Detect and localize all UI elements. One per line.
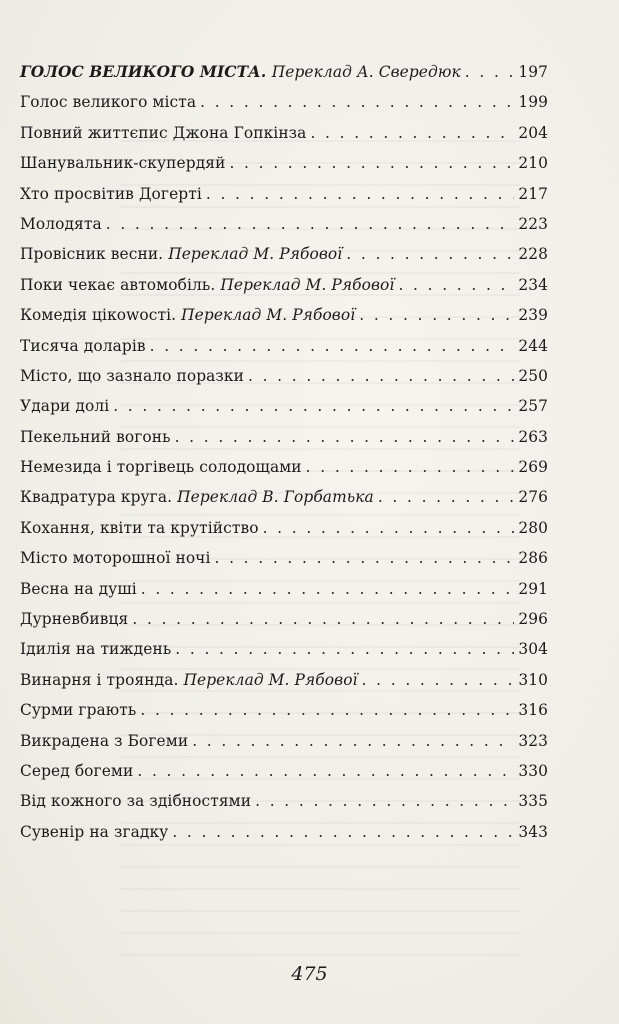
toc-entry-title: Удари долі bbox=[20, 397, 110, 416]
leader-dots bbox=[229, 148, 514, 178]
toc-entry-page: 234 bbox=[518, 275, 548, 294]
leader-dots bbox=[175, 634, 514, 664]
leader-dots bbox=[362, 665, 515, 695]
leader-dots bbox=[172, 817, 514, 847]
leader-dots bbox=[310, 118, 514, 148]
toc-entry-title: Місто моторошної ночі bbox=[20, 549, 211, 568]
toc-entry-1 bbox=[20, 87, 548, 117]
toc-entry-6 bbox=[20, 239, 548, 269]
leader-dots bbox=[141, 574, 515, 604]
toc-entry-page: 323 bbox=[518, 731, 548, 750]
toc-entry-page: 330 bbox=[518, 761, 548, 780]
toc-entry-5 bbox=[20, 209, 548, 239]
leader-dots bbox=[346, 239, 514, 269]
toc-entry-title-text: Провісник весни. bbox=[20, 245, 164, 264]
toc-entry-25 bbox=[20, 817, 548, 847]
toc-entry-title-text: Комедія цікowості. bbox=[20, 306, 177, 325]
leader-dots bbox=[214, 543, 514, 573]
toc-entry-title bbox=[20, 300, 355, 330]
toc-entry-translator: Переклад М. Рябової bbox=[220, 275, 395, 294]
toc-entry-page: 228 bbox=[518, 245, 548, 264]
page-number: 475 bbox=[291, 963, 328, 985]
toc-entry-title: Дурневбивця bbox=[20, 610, 129, 629]
toc-entry-title: Сурми грають bbox=[20, 701, 137, 720]
leader-dots bbox=[192, 726, 514, 756]
leader-dots bbox=[140, 695, 514, 725]
toc-entry-page: 197 bbox=[518, 63, 548, 81]
toc-entry-title: Шанувальник-скупердяй bbox=[20, 154, 226, 173]
toc-entry-title: Пекельний вогонь bbox=[20, 427, 171, 446]
toc-entry-0 bbox=[20, 57, 548, 87]
toc-entry-page: 291 bbox=[518, 579, 548, 598]
leader-dots bbox=[150, 331, 515, 361]
toc-entry-21 bbox=[20, 695, 548, 725]
toc-entry-page: 217 bbox=[518, 184, 548, 203]
toc-entry-title-text: ГОЛОС ВЕЛИКОГО МІСТА. bbox=[20, 63, 267, 81]
toc-entry-title bbox=[20, 482, 374, 512]
toc-entry-22 bbox=[20, 726, 548, 756]
toc-entry-page: 343 bbox=[518, 822, 548, 841]
toc-entry-page: 204 bbox=[518, 123, 548, 142]
toc-entry-19 bbox=[20, 634, 548, 664]
toc-entry-23 bbox=[20, 756, 548, 786]
toc-entry-translator: Переклад М. Рябової bbox=[183, 670, 358, 689]
toc-entry-page: 263 bbox=[518, 427, 548, 446]
toc-entry-page: 223 bbox=[518, 214, 548, 233]
toc-entry-translator: Переклад А. Свередюк bbox=[271, 63, 461, 81]
toc-entry-title: Сувенір на згадку bbox=[20, 822, 169, 841]
toc-entry-10 bbox=[20, 361, 548, 391]
toc-entry-title bbox=[20, 270, 394, 300]
toc-entry-4 bbox=[20, 179, 548, 209]
toc-entry-title: Молодята bbox=[20, 214, 102, 233]
toc-entry-16 bbox=[20, 543, 548, 573]
toc-entry-title: Голос великого міста bbox=[20, 93, 197, 112]
toc-entry-title: Кохання, квіти та крутійство bbox=[20, 518, 259, 537]
toc-entry-14 bbox=[20, 482, 548, 512]
toc-entry-page: 276 bbox=[518, 488, 548, 507]
toc-entry-title-text: Винарня і троянда. bbox=[20, 670, 179, 689]
toc-entry-page: 257 bbox=[518, 397, 548, 416]
toc-entry-page: 250 bbox=[518, 366, 548, 385]
toc-entry-title bbox=[20, 57, 461, 87]
toc-entry-page: 244 bbox=[518, 336, 548, 355]
toc-entry-title: Серед богеми bbox=[20, 761, 134, 780]
toc-entry-page: 199 bbox=[518, 93, 548, 112]
toc-entry-17 bbox=[20, 574, 548, 604]
toc-entry-translator: Переклад В. Горбатька bbox=[177, 488, 374, 507]
toc-entry-2 bbox=[20, 118, 548, 148]
toc-entry-page: 210 bbox=[518, 154, 548, 173]
toc-entry-15 bbox=[20, 513, 548, 543]
toc-entry-translator: Переклад М. Рябової bbox=[181, 306, 356, 325]
leader-dots bbox=[106, 209, 515, 239]
toc-entry-page: 335 bbox=[518, 792, 548, 811]
leader-dots bbox=[465, 57, 515, 87]
toc-entry-18 bbox=[20, 604, 548, 634]
toc-entry-title: Хто просвітив Догерті bbox=[20, 184, 202, 203]
toc-entry-title: Повний життєпис Джона Гопкінза bbox=[20, 123, 307, 142]
toc-entry-title bbox=[20, 239, 342, 269]
toc-entry-translator: Переклад М. Рябової bbox=[168, 245, 343, 264]
toc-entry-7 bbox=[20, 270, 548, 300]
table-of-contents bbox=[20, 57, 548, 847]
toc-entry-page: 310 bbox=[518, 670, 548, 689]
toc-entry-page: 316 bbox=[518, 701, 548, 720]
leader-dots bbox=[398, 270, 514, 300]
toc-entry-title: Викрадена з Богеми bbox=[20, 731, 189, 750]
toc-entry-11 bbox=[20, 391, 548, 421]
toc-entry-8 bbox=[20, 300, 548, 330]
toc-entry-page: 239 bbox=[518, 306, 548, 325]
toc-entry-page: 269 bbox=[518, 458, 548, 477]
leader-dots bbox=[113, 391, 514, 421]
toc-entry-title: Місто, що зазнало поразки bbox=[20, 366, 244, 385]
leader-dots bbox=[263, 513, 515, 543]
leader-dots bbox=[206, 179, 514, 209]
toc-entry-page: 280 bbox=[518, 518, 548, 537]
toc-entry-24 bbox=[20, 786, 548, 816]
toc-entry-3 bbox=[20, 148, 548, 178]
toc-entry-title: Ідилія на тиждень bbox=[20, 640, 172, 659]
toc-entry-13 bbox=[20, 452, 548, 482]
toc-entry-title: Від кожного за здібностями bbox=[20, 792, 252, 811]
toc-entry-12 bbox=[20, 422, 548, 452]
leader-dots bbox=[248, 361, 514, 391]
toc-entry-title: Тисяча доларів bbox=[20, 336, 146, 355]
toc-entry-page: 296 bbox=[518, 610, 548, 629]
toc-entry-9 bbox=[20, 331, 548, 361]
toc-entry-page: 304 bbox=[518, 640, 548, 659]
toc-entry-title: Весна на душі bbox=[20, 579, 137, 598]
leader-dots bbox=[132, 604, 514, 634]
leader-dots bbox=[137, 756, 514, 786]
leader-dots bbox=[306, 452, 515, 482]
toc-entry-page: 286 bbox=[518, 549, 548, 568]
leader-dots bbox=[255, 786, 514, 816]
toc-entry-title-text: Поки чекає автомобіль. bbox=[20, 275, 216, 294]
leader-dots bbox=[378, 482, 514, 512]
toc-entry-20 bbox=[20, 665, 548, 695]
leader-dots bbox=[359, 300, 514, 330]
toc-entry-title: Немезида і торгівець солодощами bbox=[20, 458, 302, 477]
leader-dots bbox=[175, 422, 515, 452]
leader-dots bbox=[200, 87, 514, 117]
toc-entry-title-text: Квадратура круга. bbox=[20, 488, 173, 507]
toc-entry-title bbox=[20, 665, 358, 695]
